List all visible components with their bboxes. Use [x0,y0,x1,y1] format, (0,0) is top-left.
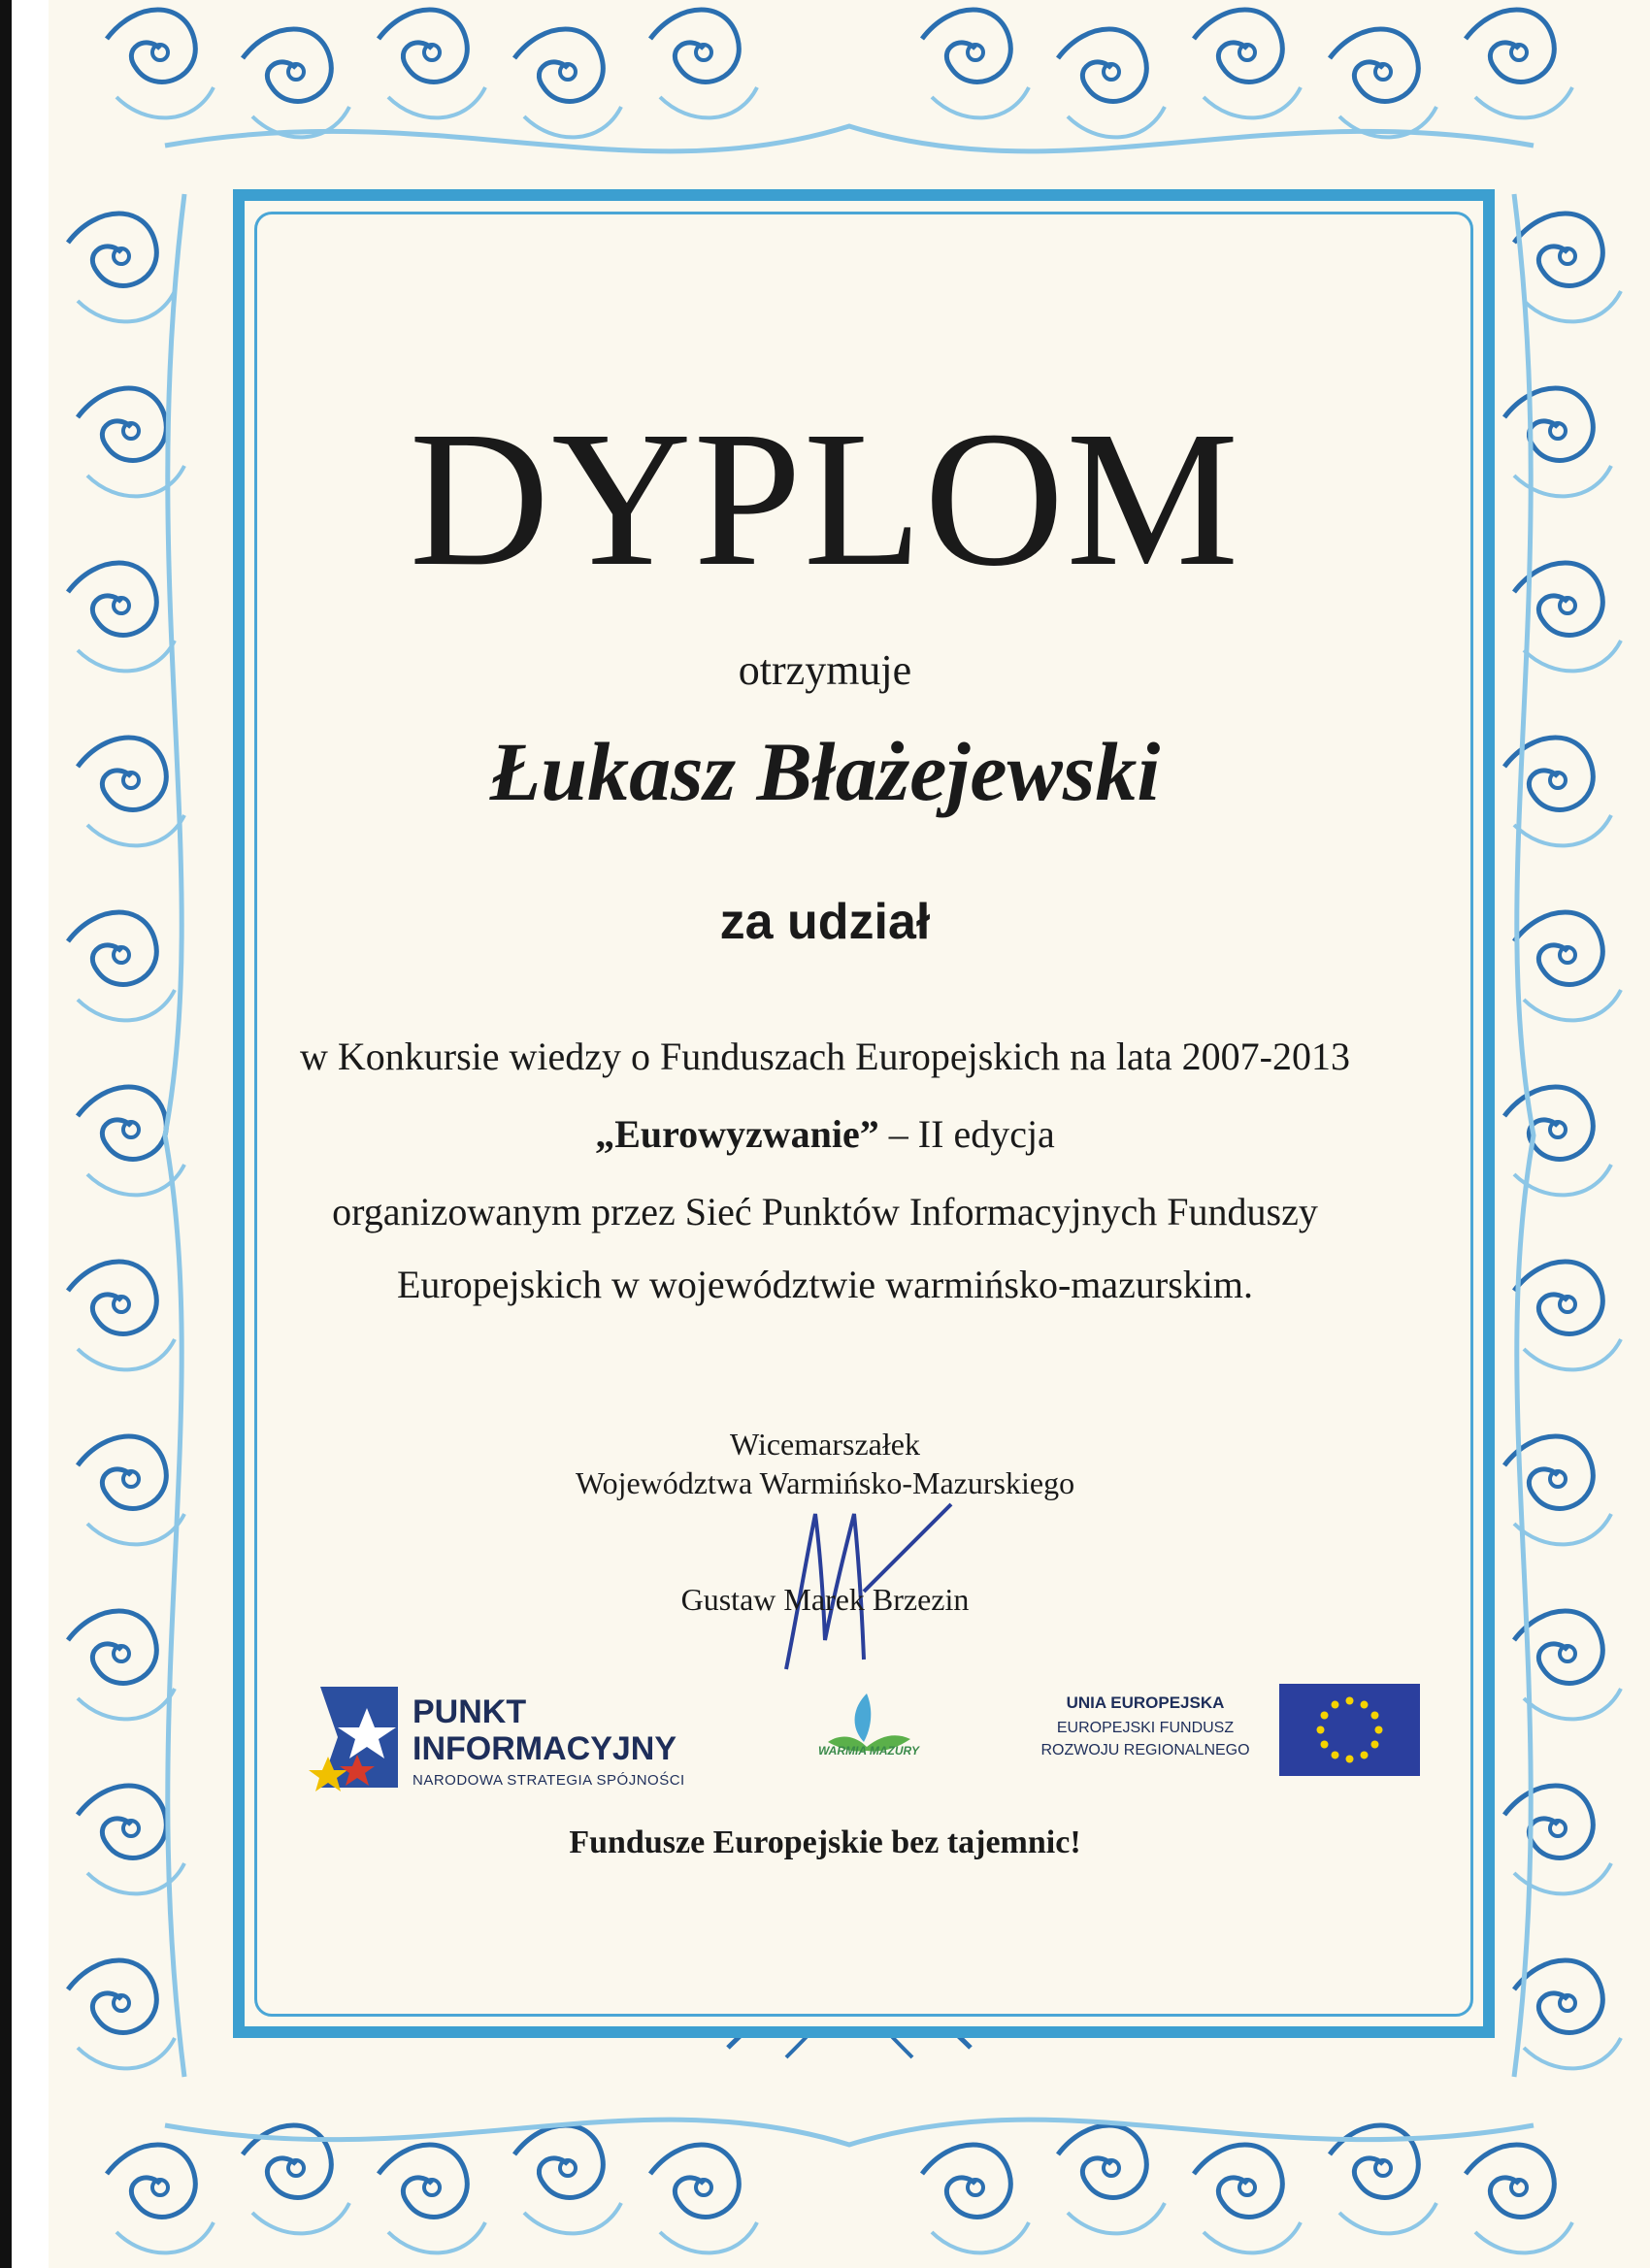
contest-name: „Eurowyzwanie” [595,1112,879,1156]
eu-star-icon [1370,1741,1378,1749]
eu-star-icon [1346,1756,1354,1763]
eu-star-icon [1332,1701,1339,1709]
eu-fund-label: EUROPEJSKI FUNDUSZ [1056,1720,1235,1736]
signatory-role-2: Województwa Warmińsko-Mazurskiego [575,1465,1075,1500]
contest-edition: – II edycja [878,1112,1055,1156]
diploma-title: DYPLOM [409,392,1241,607]
handwritten-signature [767,1475,961,1679]
eu-star-icon [1321,1712,1329,1720]
punkt-label: PUNKT [412,1693,527,1730]
participation-label: za udział [719,894,931,950]
receives-label: otrzymuje [738,646,912,694]
eu-regional-label: ROZWOJU REGIONALNEGO [1040,1742,1250,1759]
warmia-mazury-text: WARMIA MAZURY [818,1744,919,1758]
eu-star-icon [1332,1751,1339,1759]
contest-description: w Konkursie wiedzy o Funduszach Europejskich na lata 2007-2013 [300,1035,1350,1078]
organizer-line-1: organizowanym przez Sieć Punktów Informacyjnych Funduszy [332,1190,1318,1233]
eu-star-icon [1346,1697,1354,1705]
contest-name-line [0,1111,1650,1157]
organizer-line-2: Europejskich w województwie warmińsko-mazurskim. [396,1263,1253,1306]
informacyjny-label: INFORMACYJNY [412,1730,677,1767]
eu-star-icon [1361,1701,1369,1709]
signatory-role-1: Wicemarszałek [730,1427,920,1462]
eu-union-label: UNIA EUROPEJSKA [1066,1693,1225,1712]
motto: Fundusze Europejskie bez tajemnic! [569,1824,1081,1860]
warmia-mazury-logo [813,1689,920,1786]
strategy-label: NARODOWA STRATEGIA SPÓJNOŚCI [412,1772,685,1789]
eu-star-icon [1370,1712,1378,1720]
eu-star-icon [1317,1726,1325,1734]
eu-star-icon [1321,1741,1329,1749]
recipient-name: Łukasz Błażejewski [489,725,1161,818]
eu-star-icon [1375,1726,1383,1734]
eu-star-icon [1361,1751,1369,1759]
signatory-name: Gustaw Marek Brzezin [680,1582,970,1617]
eu-flag-icon [1279,1684,1420,1776]
